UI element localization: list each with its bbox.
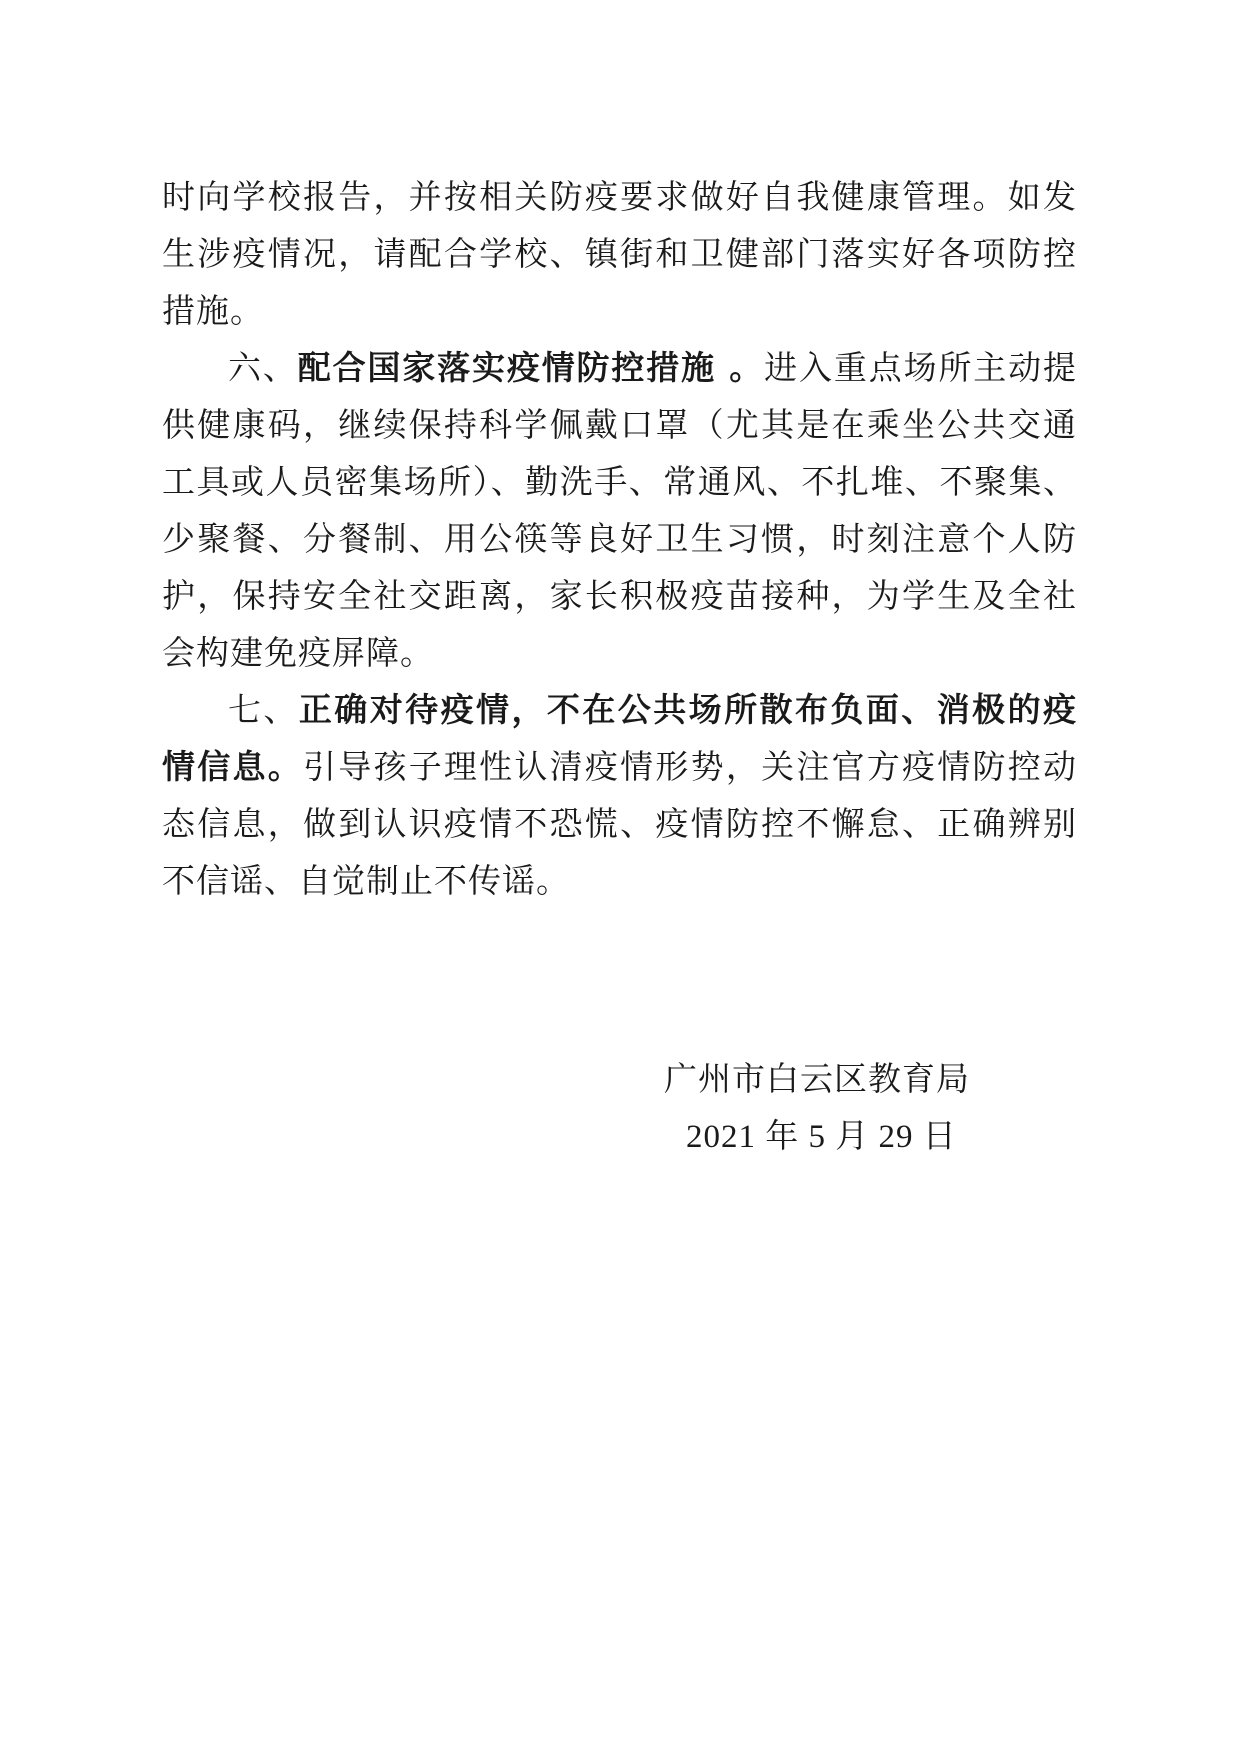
paragraph-item-7 xyxy=(162,681,1077,909)
paragraph-item-6 xyxy=(162,339,1077,681)
item-heading: 配合国家落实疫情防控措施 。 xyxy=(297,348,765,387)
document-body xyxy=(162,168,1077,909)
issue-date xyxy=(664,1107,970,1166)
item-heading: 正确对待疫情，不在公共场所散布负面、消极的疫情信息。 xyxy=(162,690,1078,786)
item-number: 六、 xyxy=(228,348,298,387)
paragraph-text: 进入重点场所主动提供健康码，继续保持科学佩戴口罩（尤其是在乘坐公共交通工具或人员密集场所）、勤洗手、常通风、不扎堆、不聚集、少聚餐、分餐制、用公筷等良好卫生习惯，时刻注意个人防护，保持安全社交距离，家长积极疫苗接种，为学生及全社会构建免疫屏障。 xyxy=(162,348,1078,672)
paragraph-text: 时向学校报告，并按相关防疫要求做好自我健康管理。如发生涉疫情况，请配合学校、镇街和卫健部门落实好各项防控措施。 xyxy=(162,177,1077,330)
paragraph-continuation xyxy=(162,168,1077,339)
item-number: 七、 xyxy=(228,690,299,729)
date-year-unit: 年 xyxy=(765,1116,800,1155)
date-day: 29 xyxy=(878,1119,914,1155)
issuing-organization: 广州市白云区教育局 xyxy=(664,1059,970,1098)
date-month: 5 xyxy=(808,1119,826,1155)
paragraph-text: 引导孩子理性认清疫情形势，关注官方疫情防控动态信息，做到认识疫情不恐慌、疫情防控不懈怠、正确辨别不信谣、自觉制止不传谣。 xyxy=(162,747,1078,900)
signature-block xyxy=(664,1050,970,1166)
date-month-unit: 月 xyxy=(835,1116,870,1155)
date-year: 2021 xyxy=(686,1119,756,1155)
date-day-unit: 日 xyxy=(922,1116,957,1155)
